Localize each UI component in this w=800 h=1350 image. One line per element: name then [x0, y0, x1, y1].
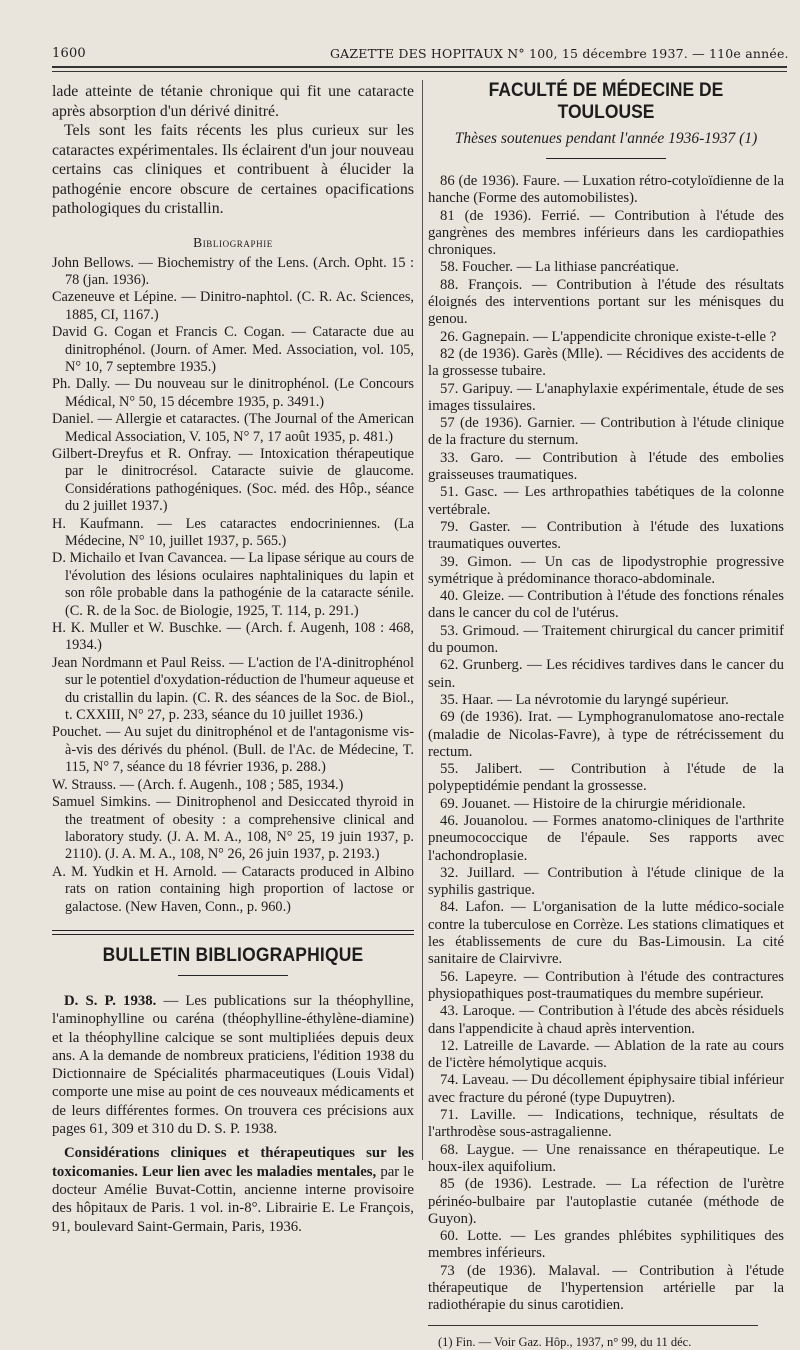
title-underline: [546, 158, 666, 159]
bibliography-entry: Ph. Dally. — Du nouveau sur le dinitrophénol. (Le Concours Médical, N° 50, 15 décembre 1935, p. 3491.): [52, 376, 414, 410]
thesis-entry: 39. Gimon. — Un cas de lipodystrophie progressive symétrique à prédominance thoraco-abdominale.: [428, 553, 784, 587]
bulletin-item-text: par le docteur Amélie Buvat-Cottin, ancienne interne provisoire des hôpitaux de Paris. 1 vol. in-8°. Librairie E. Le François, 91, boulevard Saint-Germain, Paris, 1936.: [52, 1163, 414, 1235]
bibliography-entry: Jean Nordmann et Paul Reiss. — L'action de l'A-dinitrophénol sur le potentiel d'oxydation-réduction de l'humeur aqueuse et du cristallin du lapin. (C. R. des séances de la Soc. de Biol., t. CXXIII, N° 27, p. 233, séance du 10 juillet 1936.): [52, 654, 414, 724]
thesis-entry: 60. Lotte. — Les grandes phlébites syphilitiques des membres inférieurs.: [428, 1228, 784, 1262]
bulletin-item: [52, 1144, 414, 1235]
bibliography-heading: Bibliographie: [193, 234, 273, 250]
thesis-entry: 40. Gleize. — Contribution à l'étude des fonctions rénales dans le cancer du col de l'utérus.: [428, 588, 784, 622]
header-rule-thick: [52, 66, 787, 68]
thesis-entry: 62. Grunberg. — Les récidives tardives dans le cancer du sein.: [428, 657, 784, 691]
thesis-entry: 53. Grimoud. — Traitement chirurgical du cancer primitif du poumon.: [428, 622, 784, 657]
bibliography-entry: Gilbert-Dreyfus et R. Onfray. — Intoxication thérapeutique par le dinitrocrésol. Cataracte suivie de glaucome. Considérations pathogéniques. (Soc. méd. des Hôp., séance du 2 juillet 1937.): [52, 445, 414, 515]
bulletin-item: [52, 992, 414, 1138]
thesis-entry: 81 (de 1936). Ferrié. — Contribution à l'étude des gangrènes des membres inférieurs dans les cardiopathies chroniques.: [428, 207, 784, 259]
thesis-entry: 82 (de 1936). Garès (Mlle). — Récidives des accidents de la grossesse tubaire.: [428, 345, 784, 380]
bibliography-entry: Daniel. — Allergie et cataractes. (The Journal of the American Medical Association, V. 105, N° 7, 17 août 1935, p. 481.): [52, 411, 414, 445]
footnote: (1) Fin. — Voir Gaz. Hôp., 1937, n° 99, du 11 déc.: [438, 1334, 692, 1349]
bibliography-entry: Cazeneuve et Lépine. — Dinitro-naphtol. (C. R. Ac. Sciences, 1885, CI, 1167.): [52, 289, 414, 323]
page-number: 1600: [52, 46, 86, 61]
thesis-entry: 68. Laygue. — Une renaissance en thérapeutique. Le houx-ilex aquifolium.: [428, 1141, 784, 1175]
thesis-entry: 84. Lafon. — L'organisation de la lutte médico-sociale contre la tuberculose en Corrèze. Les stations climatiques et les établissements de cure du Bas-Limousin. La cité sanitaire de Clairvivre.: [428, 899, 784, 968]
bibliography-entry: Samuel Simkins. — Dinitrophenol and Desiccated thyroid in the treatment of obesity : a comprehensive clinical and laboratory study. (J. A. M. A., 108, N° 25, 19 juin 1937, p. 2110). (J. A. M. A., 108, N° 26, 26 juin 1937, p. 2193.): [52, 794, 414, 863]
thesis-entry: 51. Gasc. — Les arthropathies tabétiques de la colonne vertébrale.: [428, 484, 784, 518]
footnote-rule: [428, 1325, 758, 1326]
thesis-entry: 57. Garipuy. — L'anaphylaxie expérimentale, étude de ses images tissulaires.: [428, 380, 784, 414]
thesis-entry: 46. Jouanolou. — Formes anatomo-cliniques de l'arthrite pneumococcique de l'épaule. Ses rapports avec l'achondroplasie.: [428, 812, 784, 864]
section-double-rule: [52, 930, 414, 935]
thesis-entry: 69. Jouanet. — Histoire de la chirurgie méridionale.: [440, 795, 746, 812]
thesis-entry: 26. Gagnepain. — L'appendicite chronique existe-t-elle ?: [440, 328, 777, 345]
faculty-subtitle: Thèses soutenues pendant l'année 1936-1937 (1): [454, 130, 758, 147]
thesis-entry: 86 (de 1936). Faure. — Luxation rétro-cotyloïdienne de la hanche (Forme des automobilistes).: [428, 173, 784, 207]
thesis-entry: 55. Jalibert. — Contribution à l'étude de la polypeptidémie pendant la grossesse.: [428, 761, 784, 795]
bibliography-entry: W. Strauss. — (Arch. f. Augenh., 108 ; 585, 1934.): [52, 776, 344, 793]
thesis-entry: 74. Laveau. — Du décollement épiphysaire tibial inférieur avec fracture du péroné (type Dupuytren).: [428, 1072, 784, 1106]
thesis-entry: 56. Lapeyre. — Contribution à l'étude des contractures physiopathiques post-traumatiques du membre supérieur.: [428, 968, 784, 1002]
bibliography-entry: A. M. Yudkin et H. Arnold. — Cataracts produced in Albino rats on ration containing high proportion of lactose or galactose. (New Haven, Conn., p. 960.): [52, 863, 414, 915]
thesis-entry: 69 (de 1936). Irat. — Lymphogranulomatose ano-rectale (maladie de Nicolas-Favre), à type de rétrécissement du rectum.: [428, 709, 784, 760]
intro-paragraph: Tels sont les faits récents les plus curieux sur les cataractes expérimentales. Ils éclairent d'un jour nouveau certains cas cliniques et contribuent à élucider la pathogénie encore obscure de certaines opacifications pathologiques du cristallin.: [52, 122, 414, 217]
header-rule-thin: [52, 71, 787, 72]
bulletin-item-lead: D. S. P. 1938.: [64, 992, 157, 1009]
running-title: GAZETTE DES HOPITAUX N° 100, 15 décembre 1937. — 110e année.: [330, 46, 789, 61]
bibliography-entry: D. Michailo et Ivan Cavancea. — La lipase sérique au cours de l'évolution des lésions oculaires naphtaliniques du lapin et son rôle probable dans la pathogénie de la cataracte sénile. (C. R. de la Soc. de Biologie, 1925, T. 114, p. 291.): [52, 550, 414, 619]
bibliography-entry: H. K. Muller et W. Buschke. — (Arch. f. Augenh, 108 : 468, 1934.): [52, 620, 414, 654]
faculty-title: FACULTÉ DE MÉDECINE DE TOULOUSE: [488, 80, 724, 123]
right-column: [428, 82, 784, 1350]
running-header: [52, 42, 790, 64]
thesis-entry: 12. Latreille de Lavarde. — Ablation de la rate au cours de l'ictère hémolytique acquis.: [428, 1037, 784, 1072]
thesis-entry: 73 (de 1936). Malaval. — Contribution à l'étude thérapeutique de l'hypertension artérielle par la radiothérapie du sinus carotidien.: [428, 1262, 784, 1314]
thesis-entry: 58. Foucher. — La lithiase pancréatique.: [440, 259, 680, 276]
bulletin-item-lead: Considérations cliniques et thérapeutiques sur les toxicomanies. Leur lien avec les maladies mentales,: [52, 1145, 414, 1180]
bibliography-entry: Pouchet. — Au sujet du dinitrophénol et de l'antagonisme vis-à-vis des dérivés du phénol. (Bull. de l'Ac. de Médecine, T. 115, N° 7, séance du 18 février 1936, p. 288.): [52, 724, 414, 776]
bibliography-entry: David G. Cogan et Francis C. Cogan. — Cataracte due au dinitrophénol. (Journ. of Amer. Med. Association, vol. 105, N° 10, 7 septembre 1935.): [52, 324, 414, 375]
thesis-entry: 32. Juillard. — Contribution à l'étude clinique de la syphilis gastrique.: [428, 864, 784, 899]
thesis-entry: 85 (de 1936). Lestrade. — La réfection de l'urètre périnéo-bulbaire par l'autoplastie cutanée (méthode de Guyon).: [428, 1176, 784, 1227]
column-separator: [422, 80, 423, 1160]
thesis-entry: 88. François. — Contribution à l'étude des résultats éloignés des interventions portant sur les ménisques du genou.: [428, 276, 784, 328]
intro-paragraph: lade atteinte de tétanie chronique qui fit une cataracte après absorption d'un dérivé dinitré.: [52, 83, 414, 120]
thesis-entry: 35. Haar. — La névrotomie du laryngé supérieur.: [440, 691, 729, 708]
thesis-entry: 71. Laville. — Indications, technique, résultats de l'arthrodèse sous-astragalienne.: [428, 1107, 784, 1141]
bulletin-heading: BULLETIN BIBLIOGRAPHIQUE: [102, 944, 364, 966]
thesis-entry: 43. Laroque. — Contribution à l'étude des abcès résiduels dans l'appendicite à chaud après intervention.: [428, 1003, 784, 1037]
thesis-entry: 79. Gaster. — Contribution à l'étude des luxations traumatiques ouvertes.: [428, 518, 784, 553]
thesis-entry: 33. Garo. — Contribution à l'étude des embolies graisseuses traumatiques.: [428, 449, 784, 484]
heading-underline: [178, 975, 288, 976]
thesis-entry: 57 (de 1936). Garnier. — Contribution à l'étude clinique de la fracture du sternum.: [428, 415, 784, 449]
bulletin-item-text: — Les publications sur la théophylline, l'aminophylline ou caréna (théophylline-éthylène-diamine) et la théophylline calcique se sont multipliées depuis deux ans. A la demande de nombreux praticiens, l'édition 1938 du Dictionnaire de Spécialités pharmaceutiques (Louis Vidal) comporte une mise au point de ces nouveaux médicaments et de leurs différentes formes. On trouvera ces précisions aux pages 61, 309 et 310 du D. S. P. 1938.: [52, 992, 414, 1138]
bibliography-entry: John Bellows. — Biochemistry of the Lens. (Arch. Opht. 15 : 78 (jan. 1936).: [52, 254, 414, 288]
left-column: [52, 82, 414, 1236]
bibliography-entry: H. Kaufmann. — Les cataractes endocriniennes. (La Médecine, N° 10, juillet 1937, p. 565.): [52, 515, 414, 549]
